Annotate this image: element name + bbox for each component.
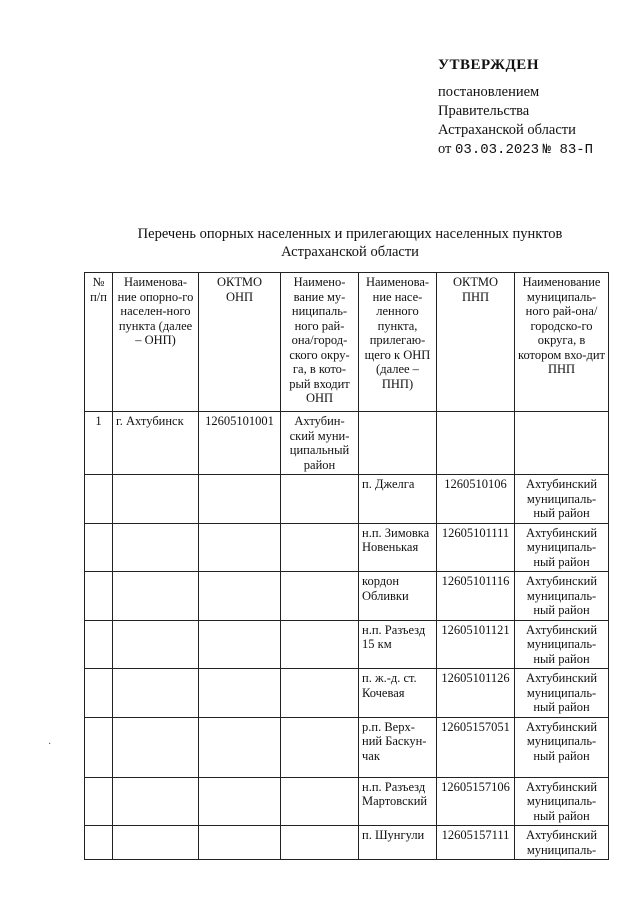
cell-pnp-district: Ахтубинский муниципаль-ный район bbox=[515, 523, 609, 572]
cell-onp-district bbox=[281, 717, 359, 777]
approval-number: № 83-П bbox=[542, 142, 594, 158]
cell-number bbox=[85, 669, 113, 718]
cell-pnp-oktmo bbox=[437, 412, 515, 475]
header-pnp-district: Наименование муниципаль-ного рай-она/городско-го округа, в котором вхо-дит ПНП bbox=[515, 273, 609, 412]
approval-line-3: Астраханской области bbox=[438, 122, 576, 138]
table-row bbox=[85, 669, 609, 718]
cell-onp-oktmo bbox=[199, 523, 281, 572]
settlements-table bbox=[84, 272, 609, 860]
cell-onp-district: Ахтубин-ский муни-ципальный район bbox=[281, 412, 359, 475]
cell-onp-district bbox=[281, 826, 359, 860]
cell-onp-district bbox=[281, 620, 359, 669]
header-onp-oktmo: ОКТМО ОНП bbox=[199, 273, 281, 412]
cell-pnp-oktmo: 1260510106 bbox=[437, 475, 515, 524]
document-title: Перечень опорных населенных и прилегающих населенных пунктов Астраханской области bbox=[137, 226, 563, 260]
cell-number bbox=[85, 826, 113, 860]
cell-onp-name bbox=[113, 475, 199, 524]
cell-number bbox=[85, 717, 113, 777]
cell-pnp-oktmo: 12605157111 bbox=[437, 826, 515, 860]
cell-pnp-district bbox=[515, 412, 609, 475]
header-number: № п/п bbox=[85, 273, 113, 412]
cell-onp-district bbox=[281, 572, 359, 621]
cell-onp-district bbox=[281, 777, 359, 826]
header-pnp-oktmo: ОКТМО ПНП bbox=[437, 273, 515, 412]
table-row bbox=[85, 475, 609, 524]
cell-number bbox=[85, 620, 113, 669]
scan-speck: · bbox=[48, 739, 52, 750]
cell-pnp-oktmo: 12605157051 bbox=[437, 717, 515, 777]
cell-number bbox=[85, 777, 113, 826]
approval-heading: УТВЕРЖДЕН bbox=[438, 57, 539, 73]
header-onp-district: Наимено-вание му-ниципаль-ного рай-она/город-ского окру-га, в кото-рый входит ОНП bbox=[281, 273, 359, 412]
table-row bbox=[85, 717, 609, 777]
cell-onp-name: г. Ахтубинск bbox=[113, 412, 199, 475]
cell-pnp-name: кордон Обливки bbox=[359, 572, 437, 621]
cell-pnp-district: Ахтубинский муниципаль-ный район bbox=[515, 777, 609, 826]
cell-pnp-name: н.п. Зимовка Новенькая bbox=[359, 523, 437, 572]
cell-onp-oktmo bbox=[199, 669, 281, 718]
cell-onp-oktmo bbox=[199, 777, 281, 826]
cell-pnp-district: Ахтубинский муниципаль-ный район bbox=[515, 572, 609, 621]
cell-pnp-district: Ахтубинский муниципаль- bbox=[515, 826, 609, 860]
cell-onp-name bbox=[113, 523, 199, 572]
cell-onp-name bbox=[113, 620, 199, 669]
cell-pnp-oktmo: 12605101111 bbox=[437, 523, 515, 572]
cell-onp-oktmo bbox=[199, 620, 281, 669]
approval-date: 03.03.2023 bbox=[455, 142, 540, 158]
cell-onp-name bbox=[113, 826, 199, 860]
cell-onp-name bbox=[113, 777, 199, 826]
cell-onp-oktmo bbox=[199, 717, 281, 777]
cell-onp-oktmo bbox=[199, 475, 281, 524]
cell-pnp-name: н.п. Разъезд 15 км bbox=[359, 620, 437, 669]
cell-onp-district bbox=[281, 669, 359, 718]
cell-pnp-name: н.п. Разъезд Мартовский bbox=[359, 777, 437, 826]
cell-pnp-name: п. ж.-д. ст. Кочевая bbox=[359, 669, 437, 718]
cell-number bbox=[85, 475, 113, 524]
cell-pnp-district: Ахтубинский муниципаль-ный район bbox=[515, 669, 609, 718]
table-row bbox=[85, 523, 609, 572]
table-row bbox=[85, 412, 609, 475]
approval-date-line bbox=[438, 140, 593, 160]
cell-pnp-oktmo: 12605157106 bbox=[437, 777, 515, 826]
cell-pnp-district: Ахтубинский муниципаль-ный район bbox=[515, 717, 609, 777]
approval-block bbox=[438, 56, 593, 160]
table-row bbox=[85, 826, 609, 860]
cell-pnp-name bbox=[359, 412, 437, 475]
cell-pnp-name: р.п. Верх-ний Баскун-чак bbox=[359, 717, 437, 777]
cell-onp-name bbox=[113, 717, 199, 777]
header-onp-name: Наименова-ние опорно-го населен-ного пункта (далее – ОНП) bbox=[113, 273, 199, 412]
cell-pnp-district: Ахтубинский муниципаль-ный район bbox=[515, 475, 609, 524]
cell-onp-district bbox=[281, 475, 359, 524]
cell-pnp-oktmo: 12605101126 bbox=[437, 669, 515, 718]
cell-pnp-district: Ахтубинский муниципаль-ный район bbox=[515, 620, 609, 669]
cell-pnp-name: п. Джелга bbox=[359, 475, 437, 524]
cell-number bbox=[85, 523, 113, 572]
table-header-row bbox=[85, 273, 609, 412]
cell-pnp-oktmo: 12605101121 bbox=[437, 620, 515, 669]
cell-onp-name bbox=[113, 572, 199, 621]
cell-number bbox=[85, 572, 113, 621]
table-row bbox=[85, 620, 609, 669]
cell-onp-name bbox=[113, 669, 199, 718]
approval-date-prefix: от bbox=[438, 141, 452, 157]
cell-onp-oktmo bbox=[199, 826, 281, 860]
table-row bbox=[85, 572, 609, 621]
cell-onp-oktmo bbox=[199, 572, 281, 621]
cell-onp-oktmo: 12605101001 bbox=[199, 412, 281, 475]
cell-number: 1 bbox=[85, 412, 113, 475]
cell-pnp-name: п. Шунгули bbox=[359, 826, 437, 860]
cell-onp-district bbox=[281, 523, 359, 572]
cell-pnp-oktmo: 12605101116 bbox=[437, 572, 515, 621]
table-row bbox=[85, 777, 609, 826]
approval-line-1: постановлением bbox=[438, 84, 540, 100]
approval-line-2: Правительства bbox=[438, 103, 530, 119]
header-pnp-name: Наименова-ние насе-ленного пункта, прилегаю-щего к ОНП (далее – ПНП) bbox=[359, 273, 437, 412]
